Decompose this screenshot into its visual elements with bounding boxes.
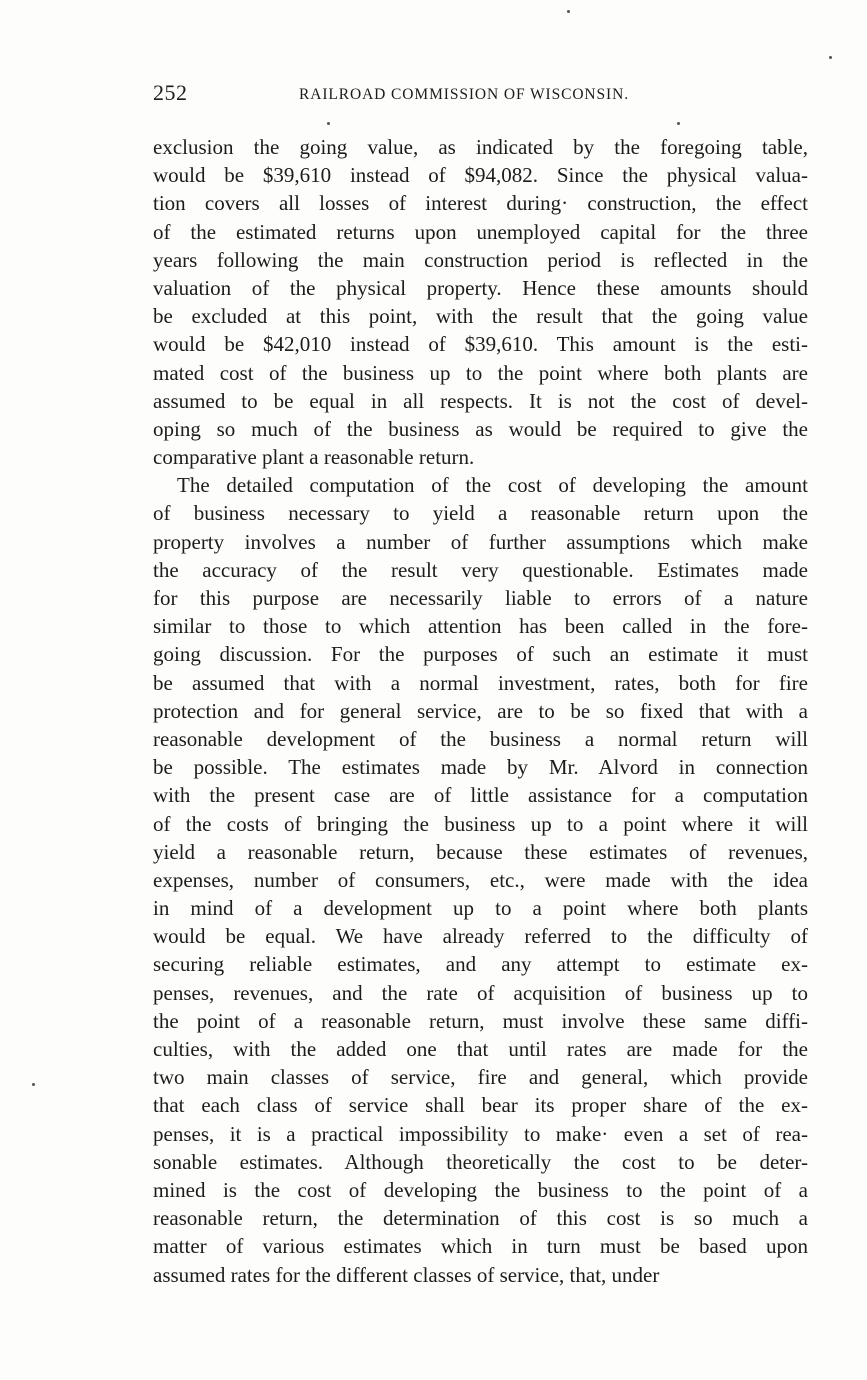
text-line: mated cost of the business up to the point where both plants are bbox=[153, 360, 808, 385]
text-line: the accuracy of the result very questionable. Estimates made bbox=[153, 557, 808, 582]
body-text bbox=[153, 133, 808, 1289]
text-line: assumed to be equal in all respects. It is not the cost of devel- bbox=[153, 388, 808, 413]
text-line: reasonable return, the determination of this cost is so much a bbox=[153, 1206, 808, 1231]
running-head: RAILROAD COMMISSION OF WISCONSIN. bbox=[299, 86, 629, 103]
text-line: for this purpose are necessarily liable to errors of a nature bbox=[153, 586, 808, 610]
text-line: securing reliable estimates, and any attempt to estimate ex- bbox=[153, 952, 808, 977]
text-line: in mind of a development up to a point where both plants bbox=[153, 896, 808, 921]
paragraph bbox=[153, 471, 808, 1288]
text-line: that each class of service shall bear its proper share of the ex- bbox=[153, 1093, 808, 1118]
paragraph bbox=[153, 133, 808, 471]
text-line: The detailed computation of the cost of developing the amount bbox=[177, 473, 808, 498]
text-line: oping so much of the business as would be required to give the bbox=[153, 416, 808, 441]
text-line: reasonable development of the business a normal return will bbox=[153, 726, 808, 751]
text-line: matter of various estimates which in turn must be based upon bbox=[153, 1234, 808, 1259]
text-line: culties, with the added one that until rates are made for the bbox=[153, 1037, 808, 1061]
text-line: be possible. The estimates made by Mr. Alvord in connection bbox=[153, 755, 808, 780]
scan-speck bbox=[327, 122, 330, 125]
text-line: of the estimated returns upon unemployed capital for the three bbox=[153, 219, 808, 244]
text-line: of business necessary to yield a reasonable return upon the bbox=[153, 501, 808, 526]
text-line: going discussion. For the purposes of such an estimate it must bbox=[153, 642, 808, 667]
text-line: sonable estimates. Although theoretically the cost to be deter- bbox=[153, 1149, 808, 1174]
text-line: expenses, number of consumers, etc., were made with the idea bbox=[153, 867, 808, 892]
text-line: mined is the cost of developing the business to the point of a bbox=[153, 1177, 808, 1202]
text-line: the point of a reasonable return, must involve these same diffi- bbox=[153, 1008, 808, 1033]
text-line: years following the main construction period is reflected in the bbox=[153, 247, 808, 272]
text-line: protection and for general service, are to be so fixed that with a bbox=[153, 698, 808, 723]
text-line: with the present case are of little assistance for a computation bbox=[153, 783, 808, 808]
text-line: comparative plant a reasonable return. bbox=[153, 445, 475, 470]
text-line: would be equal. We have already referred to the difficulty of bbox=[153, 924, 808, 949]
text-line: penses, revenues, and the rate of acquisition of business up to bbox=[153, 980, 808, 1005]
text-line: exclusion the going value, as indicated by the foregoing table, bbox=[153, 135, 808, 159]
page-number: 252 bbox=[153, 80, 188, 105]
text-line: penses, it is a practical impossibility to make· even a set of rea- bbox=[153, 1121, 808, 1146]
scan-speck bbox=[677, 122, 680, 125]
scan-speck bbox=[567, 10, 570, 13]
text-line: assumed rates for the different classes of service, that, under bbox=[153, 1262, 660, 1287]
text-line: two main classes of service, fire and general, which provide bbox=[153, 1065, 808, 1090]
scan-speck bbox=[829, 56, 832, 59]
scan-speck bbox=[32, 1083, 35, 1086]
text-line: would be $42,010 instead of $39,610. This amount is the esti- bbox=[153, 332, 808, 357]
text-line: would be $39,610 instead of $94,082. Since the physical valua- bbox=[153, 163, 808, 188]
text-line: tion covers all losses of interest during· construction, the effect bbox=[153, 191, 808, 216]
text-line: be excluded at this point, with the result that the going value bbox=[153, 304, 808, 329]
page-header bbox=[153, 80, 808, 110]
text-line: property involves a number of further assumptions which make bbox=[153, 529, 808, 554]
text-line: of the costs of bringing the business up to a point where it will bbox=[153, 811, 808, 836]
text-line: yield a reasonable return, because these estimates of revenues, bbox=[153, 839, 808, 864]
text-line: be assumed that with a normal investment, rates, both for fire bbox=[153, 670, 808, 695]
text-line: valuation of the physical property. Hence these amounts should bbox=[153, 275, 808, 300]
text-line: similar to those to which attention has been called in the fore- bbox=[153, 614, 808, 639]
